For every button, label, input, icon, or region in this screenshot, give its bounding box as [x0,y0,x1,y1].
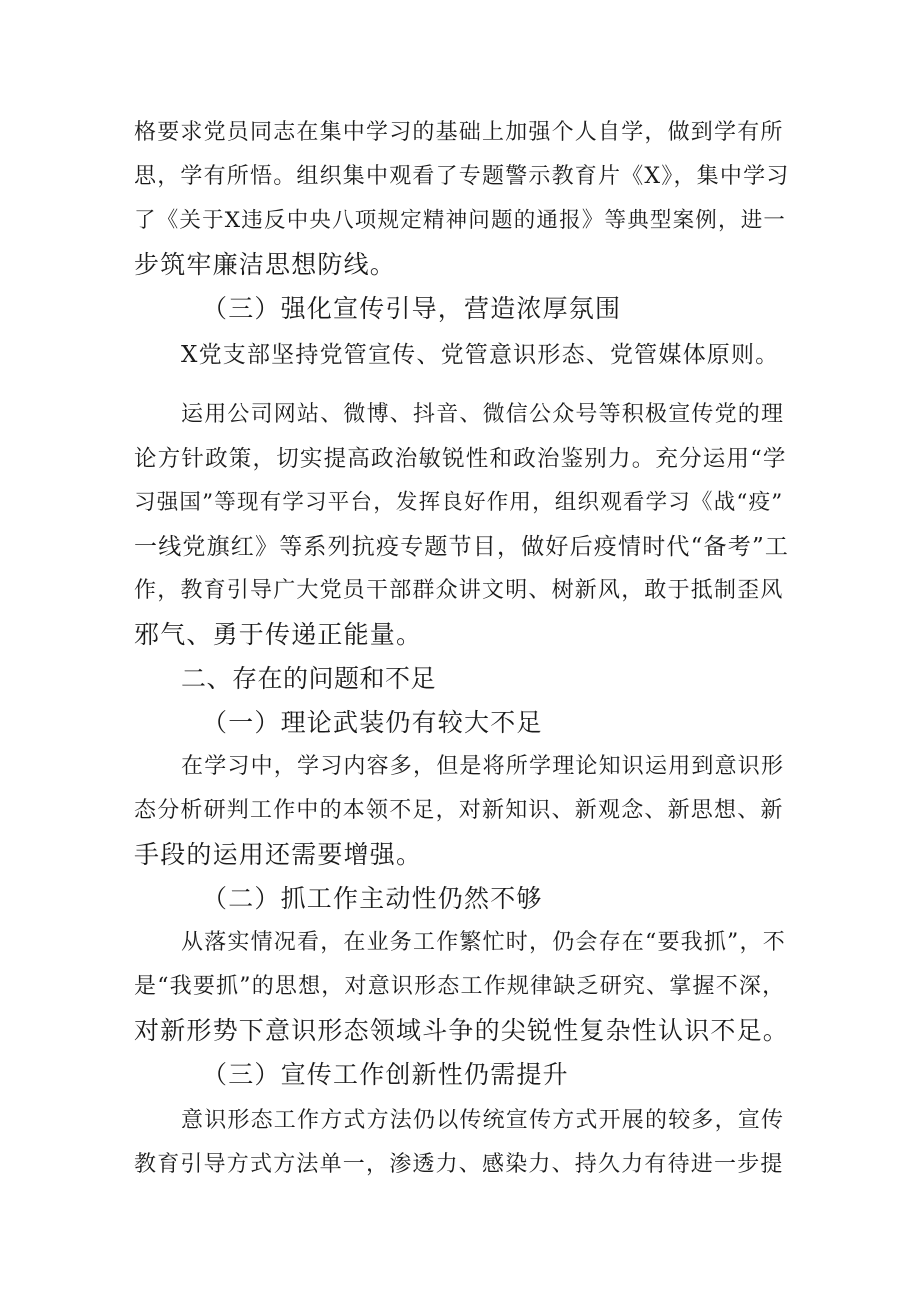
text-line: 论方针政策，切实提高政治敏锐性和政治鉴别力。充分运用“学 [134,446,787,472]
text-line: 在学习中，学习内容多，但是将所学理论知识运用到意识形 [181,754,785,779]
text-line: 格要求党员同志在集中学习的基础上加强个人自学，做到学有所 [134,120,784,145]
text-line: 了《关于X违反中央八项规定精神问题的通报》等典型案例，进一 [134,208,787,233]
text-line: 邪气、勇于传递正能量。 [134,620,423,649]
section-heading: （三）宣传工作创新性仍需提升 [202,1060,569,1089]
text-line: X党支部坚持党管宣传、党管意识形态、党管媒体原则。 [181,342,780,368]
text-line: 习强国”等现有学习平台，发挥良好作用，组织观看学习《战“疫” [134,490,784,515]
text-line: 思，学有所悟。组织集中观看了专题警示教育片《X》，集中学习 [134,164,790,189]
text-line: 态分析研判工作中的本领不足，对新知识、新观念、新思想、新 [134,798,784,823]
section-heading: （一）理论武装仍有较大不足 [202,708,543,737]
text-line: 是“我要抓”的思想，对意识形态工作规律缺乏研究、掌握不深， [134,974,786,999]
text-line: 对新形势下意识形态领域斗争的尖锐性复杂性认识不足。 [134,1016,790,1045]
text-line: 教育引导方式方法单一，渗透力、感染力、持久力有待进一步提 [134,1152,784,1177]
text-line: 作，教育引导广大党员干部群众讲文明、树新风，敢于抵制歪风 [134,578,784,603]
text-line: 手段的运用还需要增强。 [134,840,423,869]
chapter-heading: 二、存在的问题和不足 [181,664,437,693]
section-heading: （三）强化宣传引导，营造浓厚氛围 [202,294,622,323]
text-line: 步筑牢廉洁思想防线。 [134,250,397,279]
section-heading: （二）抓工作主动性仍然不够 [202,884,543,913]
text-line: 运用公司网站、微博、抖音、微信公众号等积极宣传党的理 [181,402,785,427]
text-line: 一线党旗红》等系列抗疫专题节目，做好后疫情时代“备考”工 [134,534,790,560]
text-line: 意识形态工作方式方法仍以传统宣传方式开展的较多，宣传 [181,1108,785,1133]
text-line: 从落实情况看，在业务工作繁忙时，仍会存在“要我抓”，不 [181,930,786,955]
